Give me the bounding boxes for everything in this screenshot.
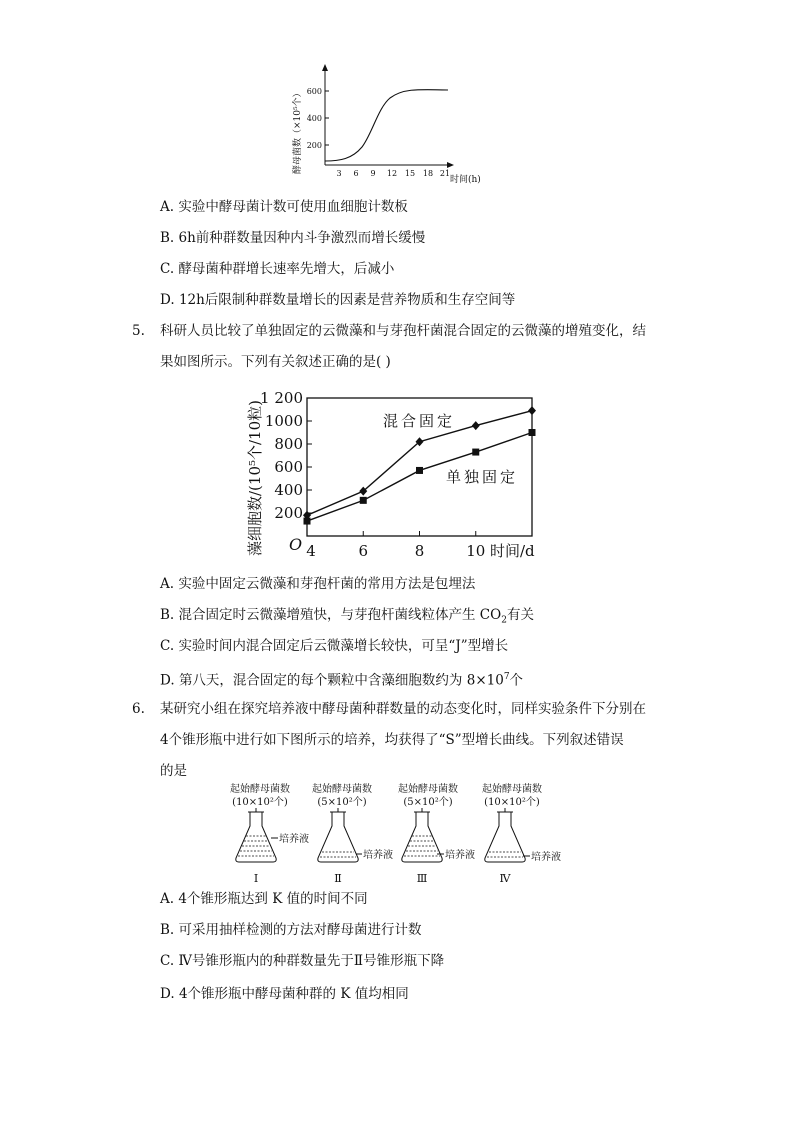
option-text: 12h后限制种群数量增长的因素是营养物质和生存空间等 — [178, 292, 516, 308]
flasks-figure — [222, 780, 572, 888]
option-text: 酵母菌种群增长速率先增大，后减小 — [178, 261, 395, 277]
q5-option-b — [160, 606, 534, 630]
chart-xtick-label: 4 — [306, 542, 316, 560]
data-point-single — [304, 518, 311, 525]
q6-option-d — [160, 985, 409, 1003]
q5-number: 5. — [132, 323, 145, 339]
chart-ytick-label: 200 — [274, 504, 303, 522]
flask-roman: Ⅳ — [499, 872, 511, 885]
data-point-single — [360, 497, 367, 504]
fig1-ytick-label: 400 — [306, 114, 322, 123]
option-text-post: 个 — [509, 672, 524, 689]
option-letter: D. — [160, 292, 175, 308]
flask-body — [318, 812, 358, 862]
option-text: 实验中固定云微藻和芽孢杆菌的常用方法是包埋法 — [178, 576, 476, 592]
option-letter: D. — [160, 986, 175, 1002]
option-letter: A. — [160, 199, 175, 215]
flask-roman: Ⅱ — [334, 872, 342, 885]
q5-option-c — [160, 637, 508, 655]
data-point-single — [529, 429, 536, 436]
chart-origin-label: O — [289, 535, 303, 554]
chart-ytick-label: 1 200 — [260, 389, 303, 407]
q4-option-a — [160, 198, 408, 216]
data-point-mixed — [472, 421, 480, 430]
option-text: 实验中酵母菌计数可使用血细胞计数板 — [178, 199, 408, 215]
option-letter: C. — [160, 953, 175, 969]
option-letter: D. — [160, 672, 175, 689]
flask-title: 起始酵母菌数 — [312, 784, 372, 795]
flask-title: 起始酵母菌数 — [482, 784, 542, 795]
option-text: 4个锥形瓶中酵母菌种群的 K 值均相同 — [178, 986, 409, 1002]
option-letter: B. — [160, 607, 175, 623]
s-curve-figure — [290, 62, 510, 190]
data-point-mixed — [528, 406, 536, 415]
q6-option-b — [160, 921, 422, 939]
option-text: Ⅳ号锥形瓶内的种群数量先于Ⅱ号锥形瓶下降 — [178, 953, 445, 969]
fig1-xtick-label: 6 — [353, 169, 359, 178]
option-text-post: 有关 — [506, 607, 534, 623]
fig1-x-label: 时间(h) — [450, 175, 481, 185]
q6-stem-line2: 4个锥形瓶中进行如下图所示的培养，均获得了“S”型增长曲线。下列叙述错误 — [160, 732, 624, 748]
flask-2 — [312, 782, 393, 885]
data-point-single — [416, 467, 423, 474]
flask-medium-label: 培养液 — [531, 852, 561, 863]
fig1-xtick-label: 21 — [439, 169, 451, 178]
chart-ytick-label: 1000 — [264, 412, 303, 430]
flask-medium-label: 培养液 — [445, 850, 475, 861]
q5-option-d — [160, 668, 523, 690]
q4-option-b — [160, 229, 425, 247]
chart-x-label: 时间/d — [490, 542, 535, 560]
option-letter: C. — [160, 261, 175, 277]
option-letter: B. — [160, 230, 175, 246]
fig1-xtick-label: 18 — [422, 169, 434, 178]
q5-stem-line1: 科研人员比较了单独固定的云微藻和与芽孢杆菌混合固定的云微藻的增殖变化，结 — [160, 323, 646, 339]
fig1-xtick-label: 3 — [336, 169, 342, 178]
chart-xtick-label: 10 — [466, 542, 486, 560]
option-text: 6h前种群数量因种内斗争激烈而增长缓慢 — [178, 230, 426, 246]
series-label-single: 单独固定 — [446, 468, 519, 486]
option-text-pre: 混合固定时云微藻增殖快，与芽孢杆菌线粒体产生 CO — [178, 607, 502, 623]
fig1-x-arrow — [447, 162, 454, 168]
data-point-single — [472, 449, 479, 456]
flask-medium-label: 培养液 — [279, 834, 309, 845]
chart-xtick-label: 6 — [358, 542, 369, 560]
flask-count: (5×10²个) — [317, 797, 367, 808]
fig1-xtick-label: 9 — [370, 169, 376, 178]
fig1-y-label: 酵母菌数（×10⁵个） — [293, 88, 303, 174]
q6-option-c — [160, 952, 444, 970]
flask-title: 起始酵母菌数 — [230, 784, 290, 795]
option-text-pre: 第八天，混合固定的每个颗粒中含藻细胞数约为 8×10 — [178, 672, 504, 689]
flask-title: 起始酵母菌数 — [398, 784, 458, 795]
chart-xtick-label: 8 — [414, 542, 425, 560]
flask-body — [402, 812, 442, 862]
fig1-xtick-label: 12 — [386, 169, 398, 178]
fig1-s-curve — [325, 90, 448, 161]
option-superscript: 7 — [503, 672, 510, 682]
flask-count: (5×10²个) — [403, 797, 453, 808]
q6-number: 6. — [132, 701, 145, 717]
flask-body — [485, 812, 525, 862]
option-letter: A. — [160, 891, 175, 907]
fig1-y-arrow — [322, 64, 328, 71]
option-text: 可采用抽样检测的方法对酵母菌进行计数 — [178, 922, 422, 938]
chart-y-label: 藻细胞数/(10⁵个/10粒) — [246, 400, 264, 556]
flask-body — [236, 812, 276, 862]
q6-stem-line1: 某研究小组在探究培养液中酵母菌种群数量的动态变化时，同样实验条件下分别在 — [160, 701, 646, 717]
chart-ytick-label: 400 — [274, 481, 303, 499]
flask-count: (10×10²个) — [484, 797, 540, 808]
q4-option-c — [160, 260, 394, 278]
flask-count: (10×10²个) — [232, 797, 288, 808]
chart-ytick-label: 800 — [274, 435, 303, 453]
algae-line-chart — [240, 378, 560, 566]
flask-3 — [398, 782, 475, 885]
flask-4 — [482, 782, 561, 885]
option-subscript: 2 — [501, 615, 507, 626]
chart-ytick-label: 600 — [274, 458, 303, 476]
flask-1 — [230, 782, 309, 885]
q5-option-a — [160, 575, 475, 593]
fig1-ytick-label: 200 — [306, 141, 322, 150]
q6-option-a — [160, 890, 368, 908]
option-letter: A. — [160, 576, 175, 592]
q6-stem-line3: 的是 — [160, 763, 187, 779]
flask-roman: Ⅲ — [416, 872, 428, 885]
q4-option-d — [160, 291, 515, 309]
series-label-mixed: 混合固定 — [383, 412, 456, 430]
fig1-xtick-label: 15 — [404, 169, 416, 178]
fig1-ytick-label: 600 — [306, 87, 322, 96]
option-letter: C. — [160, 638, 175, 654]
option-text: 实验时间内混合固定后云微藻增长较快，可呈“J”型增长 — [178, 638, 509, 654]
flask-medium-label: 培养液 — [363, 850, 393, 861]
option-text: 4个锥形瓶达到 K 值的时间不同 — [178, 891, 368, 907]
option-letter: B. — [160, 922, 175, 938]
flask-roman: Ⅰ — [253, 872, 259, 885]
q5-stem-line2: 果如图所示。下列有关叙述正确的是( ) — [160, 354, 391, 370]
